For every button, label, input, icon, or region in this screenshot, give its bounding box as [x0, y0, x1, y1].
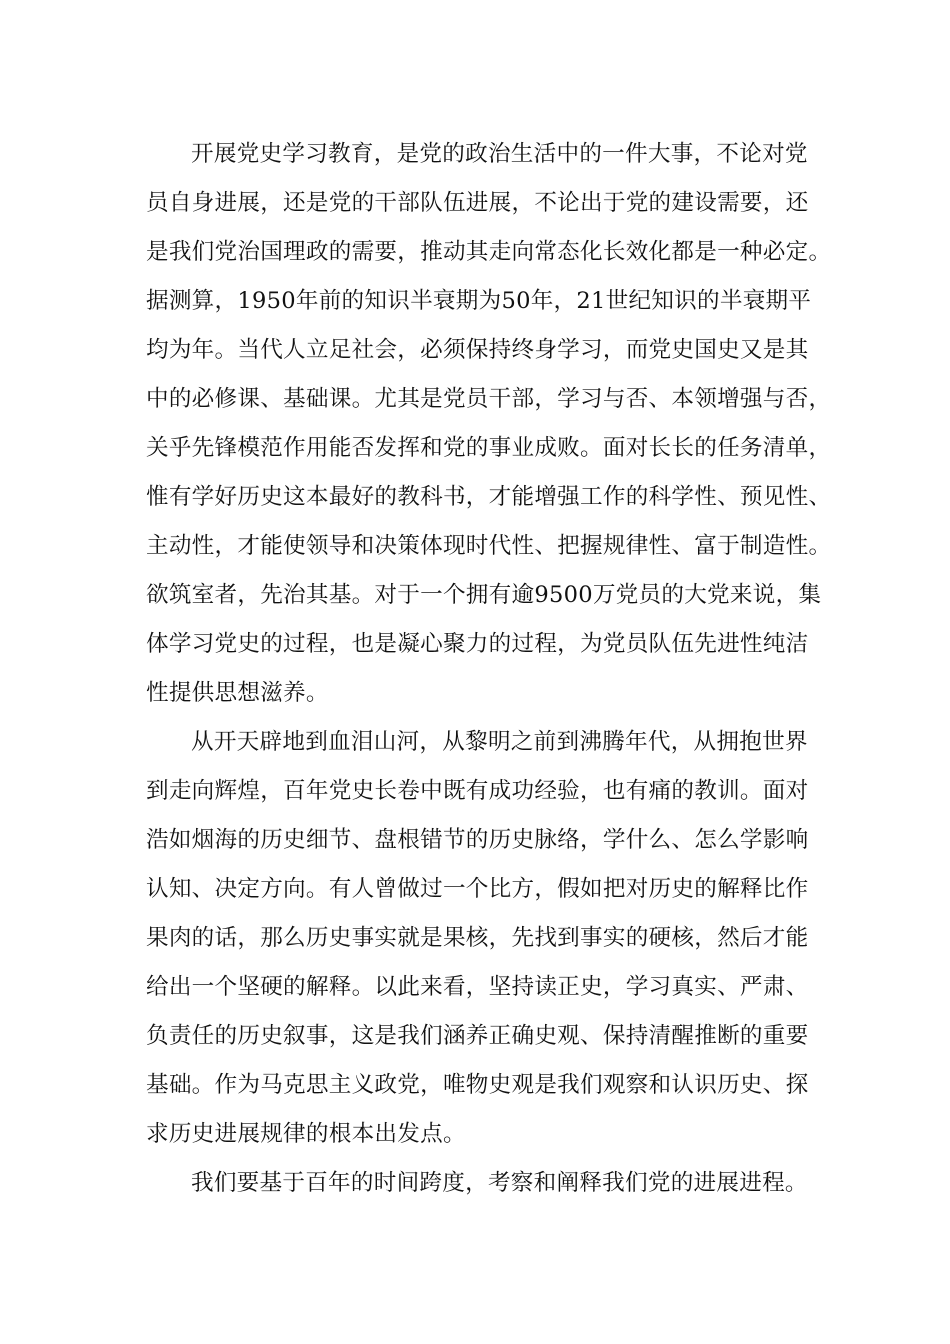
text-line: 是我们党治国理政的需要，推动其走向常态化长效化都是一种必定。: [146, 239, 832, 265]
paragraph-3: [146, 1159, 826, 1208]
text-line: 开展党史学习教育，是党的政治生活中的一件大事，不论对党: [191, 141, 808, 167]
text-line: 浩如烟海的历史细节、盘根错节的历史脉络，学什么、怎么学影响: [146, 827, 809, 853]
text-line: 关乎先锋模范作用能否发挥和党的事业成败。面对长长的任务清单，: [146, 435, 832, 461]
text-line: 到走向辉煌，百年党史长卷中既有成功经验，也有痛的教训。面对: [146, 778, 809, 804]
text-line: 惟有学好历史这本最好的教科书，才能增强工作的科学性、预见性、: [146, 484, 832, 510]
paragraph-2: [146, 718, 826, 1159]
document-body: [146, 130, 832, 1208]
text-line: 认知、决定方向。有人曾做过一个比方，假如把对历史的解释比作: [146, 876, 809, 902]
text-line: 从开天辟地到血泪山河，从黎明之前到沸腾年代，从拥抱世界: [191, 729, 808, 755]
text-line: 基础。作为马克思主义政党，唯物史观是我们观察和认识历史、探: [146, 1072, 809, 1098]
text-line: 员自身进展，还是党的干部队伍进展，不论出于党的建设需要，还: [146, 190, 809, 216]
text-line: 负责任的历史叙事，这是我们涵养正确史观、保持清醒推断的重要: [146, 1023, 809, 1049]
text-line: 主动性，才能使领导和决策体现时代性、把握规律性、富于制造性。: [146, 533, 832, 559]
text-line: 据测算，1950年前的知识半衰期为50年，21世纪知识的半衰期平: [146, 288, 812, 314]
text-line: 中的必修课、基础课。尤其是党员干部，学习与否、本领增强与否，: [146, 386, 832, 412]
text-line: 果肉的话，那么历史事实就是果核，先找到事实的硬核，然后才能: [146, 925, 809, 951]
text-line: 我们要基于百年的时间跨度，考察和阐释我们党的进展进程。: [191, 1170, 808, 1196]
paragraph-1: [146, 130, 832, 718]
text-line: 欲筑室者，先治其基。对于一个拥有逾9500万党员的大党来说，集: [146, 582, 822, 608]
text-line: 性提供思想滋养。: [146, 680, 329, 706]
text-line: 均为年。当代人立足社会，必须保持终身学习，而党史国史又是其: [146, 337, 809, 363]
text-line: 体学习党史的过程，也是凝心聚力的过程，为党员队伍先进性纯洁: [146, 631, 809, 657]
text-line: 给出一个坚硬的解释。以此来看，坚持读正史，学习真实、严肃、: [146, 974, 809, 1000]
text-line: 求历史进展规律的根本出发点。: [146, 1121, 466, 1147]
